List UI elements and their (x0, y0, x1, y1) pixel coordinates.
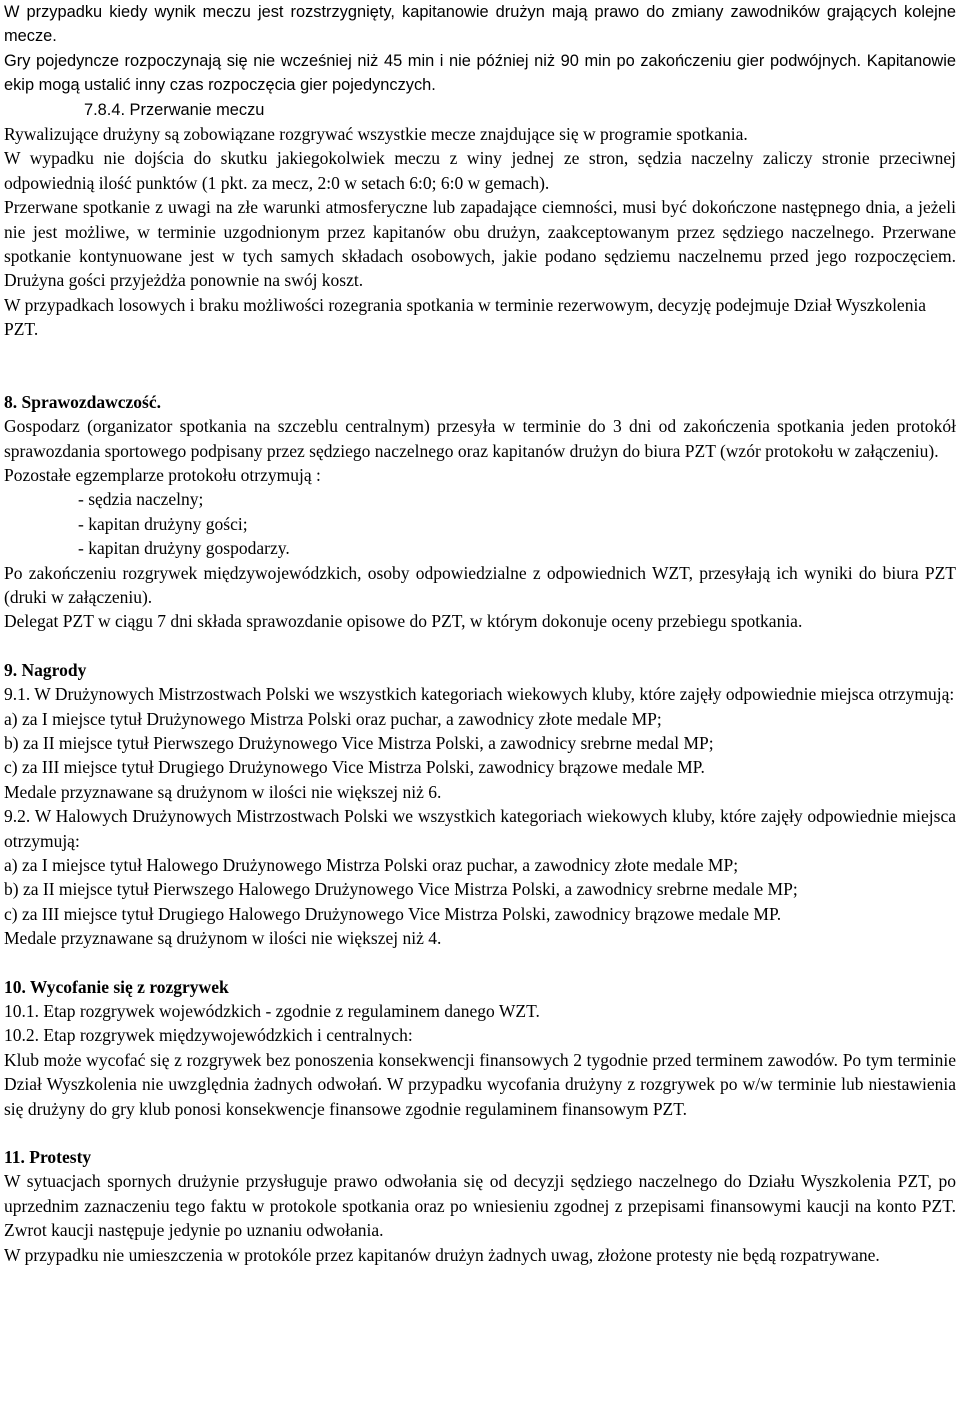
list-item: c) za III miejsce tytuł Drugiego Halowego Drużynowego Vice Mistrza Polski, zawodnicy brązowe medale MP. (4, 903, 782, 924)
paragraph: W przypadkach losowych i braku możliwości rozegrania spotkania w terminie rezerwowym, decyzję podejmuje Dział Wyszkolenia PZT. (4, 294, 927, 340)
paragraph: Pozostałe egzemplarze protokołu otrzymują : (4, 464, 321, 485)
list-item: - kapitan drużyny gospodarzy. (78, 538, 290, 559)
paragraph: Po zakończeniu rozgrywek międzywojewódzkich, osoby odpowiedzialne z odpowiednich WZT, przesyłają ich wyniki do biura PZT (druki w załączeniu). (4, 562, 956, 607)
paragraph: Delegat PZT w ciągu 7 dni składa sprawozdanie opisowe do PZT, w którym dokonuje oceny przebiegu spotkania. (4, 611, 803, 632)
list-item: c) za III miejsce tytuł Drugiego Drużynowego Vice Mistrza Polski, zawodnicy brązowe medale MP. (4, 757, 705, 778)
spacer (4, 951, 956, 975)
list-item: - sędzia naczelny; (78, 489, 204, 510)
paragraph: W wypadku nie dojścia do skutku jakiegokolwiek meczu z winy jednej ze stron, sędzia naczelny zaliczy stronie przeciwnej odpowiednią ilość punktów (1 pkt. za mecz, 2:0 w setach 6:0; 6:0 w gemach). (4, 148, 956, 193)
section-heading: 8. Sprawozdawczość. (4, 391, 161, 412)
section-heading: 10. Wycofanie się z rozgrywek (4, 976, 229, 997)
paragraph: 9.1. W Drużynowych Mistrzostwach Polski we wszystkich kategoriach wiekowych kluby, które zajęły odpowiednie miejsca otrzymują: (4, 684, 955, 705)
paragraph: Medale przyznawane są drużynom w ilości nie większej niż 4. (4, 928, 442, 949)
spacer (4, 342, 956, 390)
paragraph: W przypadku nie umieszczenia w protokóle przez kapitanów drużyn żadnych uwag, złożone protesty nie będą rozpatrywane. (4, 1244, 880, 1265)
spacer (4, 1121, 956, 1145)
list-item: b) za II miejsce tytuł Pierwszego Halowego Drużynowego Vice Mistrza Polski, a zawodnicy srebrne medale MP; (4, 879, 798, 900)
paragraph: Medale przyznawane są drużynom w ilości nie większej niż 6. (4, 781, 442, 802)
paragraph: Rywalizujące drużyny są zobowiązane rozgrywać wszystkie mecze znajdujące się w programie spotkania. (4, 124, 748, 145)
paragraph: Gospodarz (organizator spotkania na szczeblu centralnym) przesyła w terminie do 3 dni od zakończenia spotkania jeden protokół sprawozdania sportowego podpisany przez sędziego naczelnego oraz kapitanów drużyn do biura PZT (wzór protokołu w załączeniu). (4, 416, 956, 461)
paragraph: Gry pojedyncze rozpoczynają się nie wcześniej niż 45 min i nie później niż 90 min po zakończeniu gier podwójnych. Kapitanowie ekip mogą ustalić inny czas rozpoczęcia gier pojedynczych. (4, 51, 956, 95)
paragraph: W przypadku kiedy wynik meczu jest rozstrzygnięty, kapitanowie drużyn mają prawo do zmiany zawodników grających kolejne mecze. (4, 3, 956, 46)
list-item: a) za I miejsce tytuł Drużynowego Mistrza Polski oraz puchar, a zawodnicy złote medale MP; (4, 708, 662, 729)
section-heading: 11. Protesty (4, 1147, 92, 1168)
spacer (4, 634, 956, 658)
paragraph: 10.2. Etap rozgrywek międzywojewódzkich i centralnych: (4, 1025, 413, 1046)
list-item: a) za I miejsce tytuł Halowego Drużynowego Mistrza Polski oraz puchar, a zawodnicy złote medale MP; (4, 855, 739, 875)
paragraph: Klub może wycofać się z rozgrywek bez ponoszenia konsekwencji finansowych 2 tygodnie przed terminem zawodów. Po tym terminie Dział Wyszkolenia nie uwzględnia żadnych odwołań. W przypadku wycofania drużyny z rozgrywek po w/w terminie lub niestawienia się drużyny do gry klub ponosi konsekwencje finansowe zgodnie regulaminem finansowym PZT. (4, 1049, 956, 1119)
section-heading: 7.8.4. Przerwanie meczu (84, 100, 265, 119)
paragraph: 9.2. W Halowych Drużynowych Mistrzostwach Polski we wszystkich kategoriach wiekowych kluby, które zajęły odpowiednie miejsca otrzymują: (4, 806, 956, 851)
list-item: b) za II miejsce tytuł Pierwszego Drużynowego Vice Mistrza Polski, a zawodnicy srebrne medal MP; (4, 732, 714, 753)
list-item: - kapitan drużyny gości; (78, 513, 248, 534)
paragraph: Przerwane spotkanie z uwagi na złe warunki atmosferyczne lub zapadające ciemności, musi być dokończone następnego dnia, a jeżeli nie jest możliwe, w terminie uzgodnionym przez kapitanów obu drużyn, zaakceptowanym przez sędziego naczelnego. Przerwane spotkanie kontynuowane jest w tych samych składach osobowych, jakie podano sędziemu naczelnemu przed jego rozpoczęciem. Drużyna gości przyjeżdża ponownie na swój koszt. (4, 197, 956, 291)
paragraph: W sytuacjach spornych drużynie przysługuje prawo odwołania się od decyzji sędziego naczelnego do Działu Wyszkolenia PZT, po uprzednim zaznaczeniu tego faktu w protokole spotkania oraz po wniesieniu zgodnej z przepisami finansowymi kaucji na konto PZT. Zwrot kaucji następuje jedynie po uznaniu odwołania. (4, 1171, 956, 1241)
paragraph: 10.1. Etap rozgrywek wojewódzkich - zgodnie z regulaminem danego WZT. (4, 1001, 540, 1022)
section-heading: 9. Nagrody (4, 659, 87, 680)
